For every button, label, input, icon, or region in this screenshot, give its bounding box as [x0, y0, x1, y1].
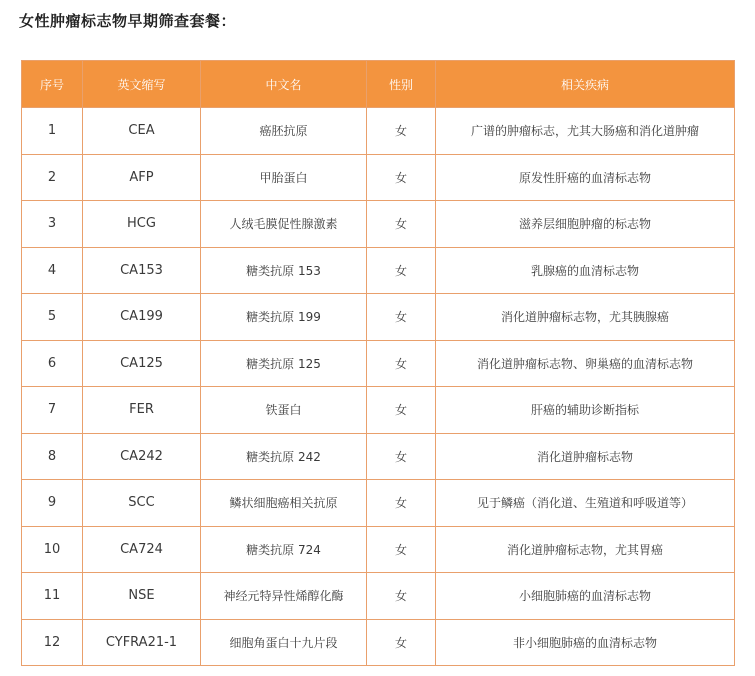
- cell-abbreviation: HCG: [83, 201, 201, 248]
- cell-number: 11: [22, 573, 83, 620]
- cell-abbreviation: SCC: [83, 480, 201, 527]
- cell-abbreviation: FER: [83, 387, 201, 434]
- cell-chinese-name: 鳞状细胞癌相关抗原: [201, 480, 367, 527]
- cell-sex: 女: [367, 387, 436, 434]
- cell-chinese-name: 甲胎蛋白: [201, 154, 367, 201]
- cell-number: 2: [22, 154, 83, 201]
- cell-related-disease: 消化道肿瘤标志物，尤其胰腺癌: [436, 294, 735, 341]
- table-row: [22, 619, 735, 666]
- cell-sex: 女: [367, 108, 436, 155]
- table-row: [22, 573, 735, 620]
- cell-related-disease: 滋养层细胞肿瘤的标志物: [436, 201, 735, 248]
- cell-sex: 女: [367, 526, 436, 573]
- cell-number: 1: [22, 108, 83, 155]
- cell-chinese-name: 癌胚抗原: [201, 108, 367, 155]
- cell-sex: 女: [367, 154, 436, 201]
- table-row: [22, 526, 735, 573]
- cell-number: 4: [22, 247, 83, 294]
- cell-number: 3: [22, 201, 83, 248]
- table-header-row: [22, 61, 735, 108]
- cell-chinese-name: 糖类抗原 724: [201, 526, 367, 573]
- cell-chinese-name: 糖类抗原 242: [201, 433, 367, 480]
- table-row: [22, 294, 735, 341]
- tumor-marker-table-container: [21, 60, 734, 666]
- cell-related-disease: 消化道肿瘤标志物: [436, 433, 735, 480]
- table-header: [22, 61, 735, 108]
- header-related-disease: 相关疾病: [436, 61, 735, 108]
- cell-number: 8: [22, 433, 83, 480]
- cell-number: 7: [22, 387, 83, 434]
- cell-sex: 女: [367, 573, 436, 620]
- cell-abbreviation: CA724: [83, 526, 201, 573]
- cell-number: 9: [22, 480, 83, 527]
- cell-number: 6: [22, 340, 83, 387]
- table-row: [22, 387, 735, 434]
- cell-chinese-name: 糖类抗原 125: [201, 340, 367, 387]
- cell-related-disease: 消化道肿瘤标志物，尤其胃癌: [436, 526, 735, 573]
- cell-chinese-name: 细胞角蛋白十九片段: [201, 619, 367, 666]
- cell-related-disease: 乳腺癌的血清标志物: [436, 247, 735, 294]
- cell-related-disease: 广谱的肿瘤标志，尤其大肠癌和消化道肿瘤: [436, 108, 735, 155]
- tumor-marker-table: [21, 60, 735, 666]
- header-abbreviation: 英文缩写: [83, 61, 201, 108]
- cell-abbreviation: NSE: [83, 573, 201, 620]
- cell-sex: 女: [367, 201, 436, 248]
- cell-abbreviation: CA153: [83, 247, 201, 294]
- table-row: [22, 480, 735, 527]
- cell-sex: 女: [367, 433, 436, 480]
- cell-related-disease: 见于鳞癌（消化道、生殖道和呼吸道等）: [436, 480, 735, 527]
- cell-sex: 女: [367, 294, 436, 341]
- cell-number: 10: [22, 526, 83, 573]
- table-row: [22, 108, 735, 155]
- cell-abbreviation: AFP: [83, 154, 201, 201]
- table-row: [22, 247, 735, 294]
- cell-abbreviation: CA125: [83, 340, 201, 387]
- cell-number: 12: [22, 619, 83, 666]
- cell-related-disease: 消化道肿瘤标志物、卵巢癌的血清标志物: [436, 340, 735, 387]
- cell-chinese-name: 糖类抗原 199: [201, 294, 367, 341]
- cell-abbreviation: CEA: [83, 108, 201, 155]
- cell-sex: 女: [367, 247, 436, 294]
- table-row: [22, 154, 735, 201]
- header-chinese-name: 中文名: [201, 61, 367, 108]
- header-number: 序号: [22, 61, 83, 108]
- cell-sex: 女: [367, 480, 436, 527]
- cell-chinese-name: 人绒毛膜促性腺激素: [201, 201, 367, 248]
- cell-chinese-name: 神经元特异性烯醇化酶: [201, 573, 367, 620]
- header-sex: 性别: [367, 61, 436, 108]
- table-body: [22, 108, 735, 666]
- table-row: [22, 340, 735, 387]
- cell-related-disease: 非小细胞肺癌的血清标志物: [436, 619, 735, 666]
- cell-chinese-name: 铁蛋白: [201, 387, 367, 434]
- cell-related-disease: 小细胞肺癌的血清标志物: [436, 573, 735, 620]
- cell-abbreviation: CA242: [83, 433, 201, 480]
- cell-sex: 女: [367, 340, 436, 387]
- cell-sex: 女: [367, 619, 436, 666]
- cell-number: 5: [22, 294, 83, 341]
- table-row: [22, 433, 735, 480]
- page-title: 女性肿瘤标志物早期筛查套餐：: [19, 12, 237, 30]
- cell-abbreviation: CA199: [83, 294, 201, 341]
- cell-abbreviation: CYFRA21-1: [83, 619, 201, 666]
- cell-related-disease: 原发性肝癌的血清标志物: [436, 154, 735, 201]
- table-row: [22, 201, 735, 248]
- cell-chinese-name: 糖类抗原 153: [201, 247, 367, 294]
- cell-related-disease: 肝癌的辅助诊断指标: [436, 387, 735, 434]
